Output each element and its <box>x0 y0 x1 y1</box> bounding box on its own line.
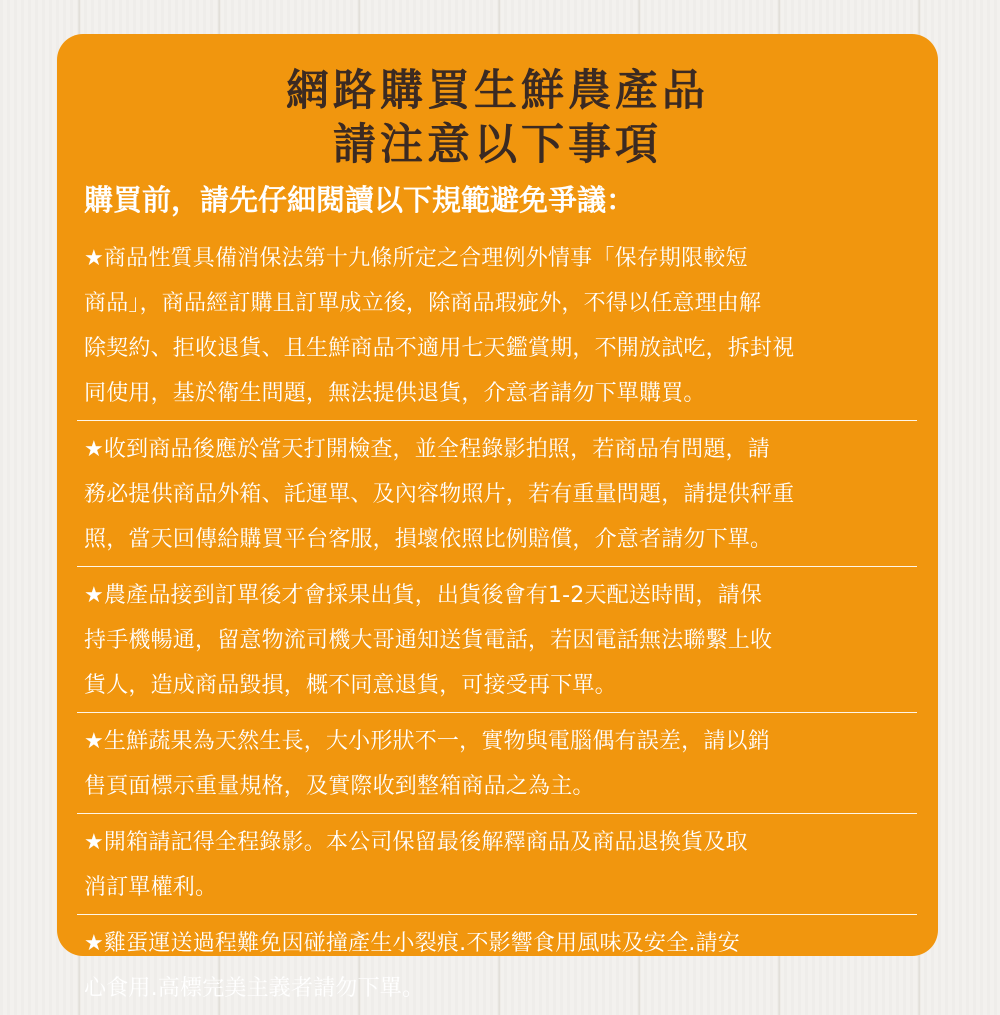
notice-item-line: ★雞蛋運送過程難免因碰撞產生小裂痕.不影響食用風味及安全.請安 <box>84 931 740 956</box>
notice-item <box>77 713 917 814</box>
notice-item-line: ★農產品接到訂單後才會採果出貨，出貨後會有1-2天配送時間，請保 <box>84 583 763 608</box>
lead-text: 購買前，請先仔細閱讀以下規範避免爭議： <box>84 183 636 217</box>
notice-item <box>77 814 917 915</box>
title-line-2: 請注意以下事項 <box>333 120 662 170</box>
notice-item-line: 商品」，商品經訂購且訂單成立後，除商品瑕疵外，不得以任意理由解 <box>84 291 762 316</box>
notice-item-line: 持手機暢通，留意物流司機大哥通知送貨電話，若因電話無法聯繫上收 <box>84 628 773 653</box>
notice-item-line: 務必提供商品外箱、託運單、及內容物照片，若有重量問題，請提供秤重 <box>84 482 795 507</box>
notice-item-line: 消訂單權利。 <box>84 875 218 900</box>
title-line-1: 網路購買生鮮農產品 <box>286 66 709 116</box>
notice-item-line: 售頁面標示重量規格，及實際收到整箱商品之為主。 <box>84 774 595 799</box>
notice-item-line: 心食用.高標完美主義者請勿下單。 <box>84 976 425 1001</box>
notice-item-line: 照，當天回傳給購買平台客服，損壞依照比例賠償，介意者請勿下單。 <box>84 527 773 552</box>
notice-item-line: ★生鮮蔬果為天然生長，大小形狀不一，實物與電腦偶有誤差，請以銷 <box>84 729 770 754</box>
notice-item <box>77 915 917 1015</box>
notice-item <box>77 230 917 421</box>
notice-item-line: 除契約、拒收退貨、且生鮮商品不適用七天鑑賞期，不開放試吃，拆封視 <box>84 336 795 361</box>
notice-item-line: ★開箱請記得全程錄影。本公司保留最後解釋商品及商品退換貨及取 <box>84 830 748 855</box>
notice-card <box>57 34 938 1001</box>
notice-item-line: ★收到商品後應於當天打開檢查，並全程錄影拍照，若商品有問題，請 <box>84 437 770 462</box>
notice-item-line: 同使用，基於衛生問題，無法提供退貨，介意者請勿下單購買。 <box>84 381 706 406</box>
notice-item-line: ★商品性質具備消保法第十九條所定之合理例外情事「保存期限較短 <box>84 246 748 271</box>
notice-item <box>77 421 917 567</box>
notice-list <box>77 230 917 1015</box>
notice-item-line: 貨人，造成商品毀損，概不同意退貨，可接受再下單。 <box>84 673 617 698</box>
notice-item <box>77 567 917 713</box>
